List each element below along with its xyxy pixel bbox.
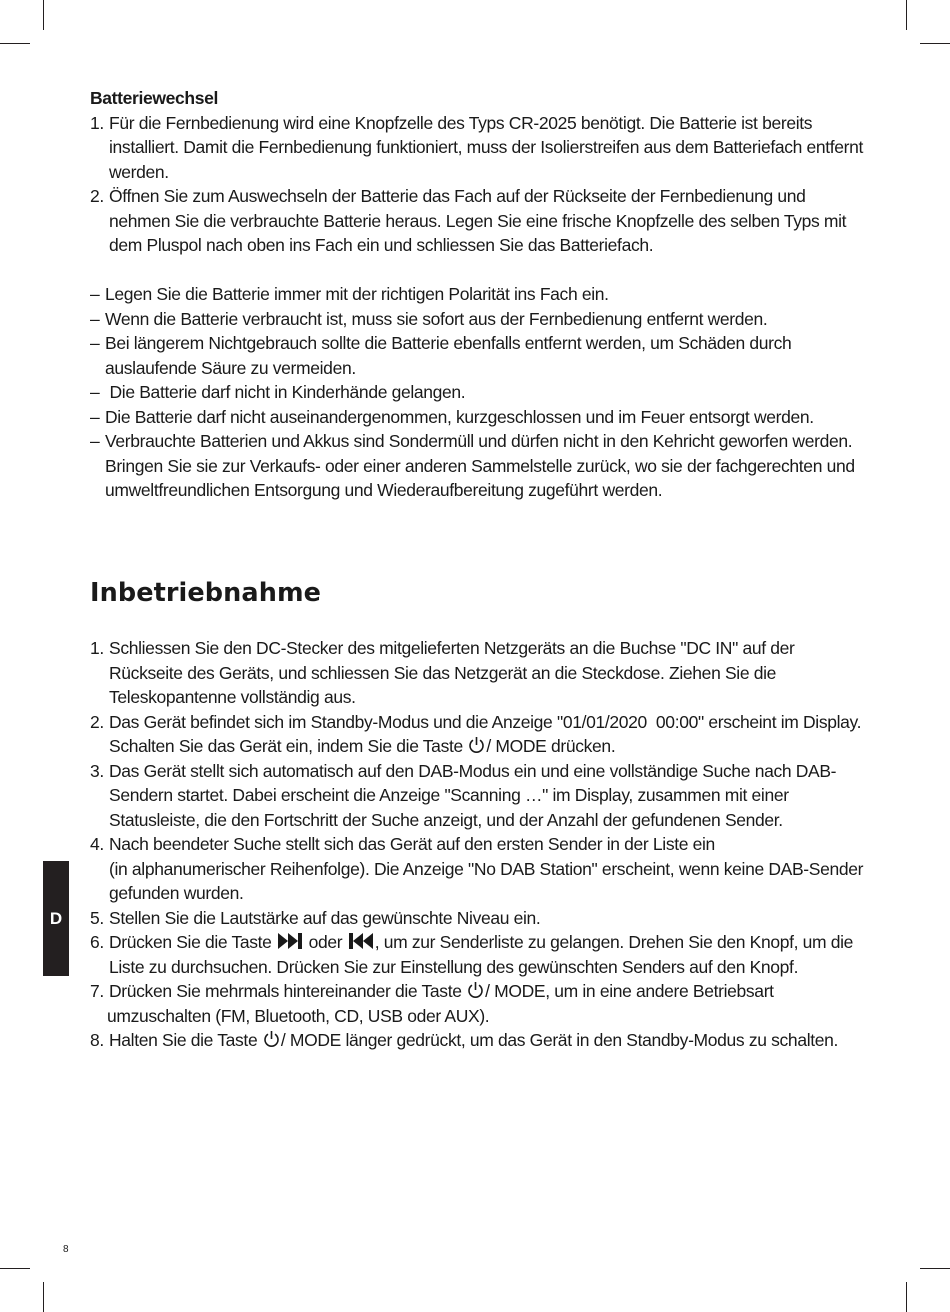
item-text: Wenn die Batterie verbraucht ist, muss sie sofort aus der Fernbedienung entfernt werden. [105,308,768,329]
item-text: Öffnen Sie zum Auswechseln der Batterie das Fach auf der Rückseite der Fernbedienung und nehmen Sie die verbrauchte Batterie heraus. Legen Sie eine frische Knopfzelle des selben Typs mit dem Pluspol nach oben ins Fach ein und schliessen Sie das Batteriefach. [109,186,847,255]
item-text: Legen Sie die Batterie immer mit der richtigen Polarität ins Fach ein. [105,284,609,304]
dash-bullet: – [90,431,100,451]
battery-steps [90,111,870,258]
list-item [90,307,870,332]
startup-section [90,636,870,1053]
crop-mark [0,43,30,44]
item-number: 4. [90,834,104,854]
battery-heading: Batteriewechsel [90,88,219,108]
list-item [90,906,870,931]
item-number: 8. [90,1030,104,1050]
list-item [90,282,870,307]
startup-steps [90,636,870,1053]
list-item [90,832,870,906]
item-number: 1. [90,112,104,133]
item-text: Verbrauchte Batterien und Akkus sind Sondermüll und dürfen nicht in den Kehricht geworfen werden. Bringen Sie sie zur Verkaufs- oder einer anderen Sammelstelle zurück, wo sie der fachgerechten und umweltfreundlichen Entsorgung und Wiederaufbereitung zugeführt werden. [105,431,855,500]
item-text: Das Gerät befindet sich im Standby-Modus und die Anzeige "01/01/2020 00:00" erscheint im Display. Schalten Sie das Gerät ein, indem Sie die Taste [109,711,866,756]
item-text: / MODE drücken. [486,736,616,756]
item-text: Stellen Sie die Lautstärke auf das gewünschte Niveau ein. [109,907,541,928]
item-text: umzuschalten (FM, Bluetooth, CD, USB oder AUX). [107,1005,490,1026]
item-text: Für die Fernbedienung wird eine Knopfzelle des Typs CR-2025 benötigt. Die Batterie ist bereits installiert. Damit die Fernbedienung funktioniert, muss der Isolierstreifen aus dem Batteriefach entfernt werden. [109,112,864,182]
item-number: 2. [90,711,104,732]
item-number: 1. [90,638,104,658]
item-text: Das Gerät stellt sich automatisch auf den DAB-Modus ein und eine vollständige Suche nach DAB-Sendern startet. Dabei erscheint die Anzeige "Scanning …" im Display, zusammen mit einer Statusleiste, die den Fortschritt der Suche anzeigt, und der Anzahl der gefundenen Sender. [109,760,837,830]
list-item [90,184,870,258]
dash-bullet: – [90,333,100,353]
dash-bullet: – [90,308,100,329]
item-text: (in alphanumerischer Reihenfolge). Die Anzeige "No DAB Station" erscheint, wenn keine DAB-Sender gefunden wurden. [109,858,864,903]
item-number: 5. [90,907,104,928]
item-text: Die Batterie darf nicht in Kinderhände gelangen. [105,382,466,402]
item-text: Drücken Sie mehrmals hintereinander die Taste [109,981,467,1001]
item-text: / MODE, um in eine andere Betriebsart [485,981,774,1001]
item-text: / MODE länger gedrückt, um das Gerät in den Standby-Modus zu schalten. [280,1030,839,1050]
list-item [90,1028,870,1053]
item-text: Halten Sie die Taste [109,1030,262,1050]
list-item [90,636,870,710]
list-item [90,405,870,430]
skip-next-icon [277,932,303,950]
item-text: Die Batterie darf nicht auseinandergenommen, kurzgeschlossen und im Feuer entsorgt werden. [105,406,814,427]
list-item [90,979,870,1028]
item-text: Nach beendeter Suche stellt sich das Gerät auf den ersten Sender in der Liste ein [109,834,715,854]
list-item [90,429,870,503]
power-icon [468,736,485,754]
item-number: 7. [90,981,104,1001]
battery-section [90,86,870,503]
power-icon [263,1030,280,1048]
item-number: 3. [90,760,104,781]
item-number: 2. [90,186,104,206]
crop-mark [43,0,44,30]
crop-mark [0,1268,30,1269]
dash-bullet: – [90,406,100,427]
item-text: , um zur Senderliste zu gelangen. Drehen Sie den Knopf, um die Liste zu durchsuchen. Drücken Sie zur Einstellung des gewünschten Senders auf den Knopf. [109,932,854,977]
power-icon [467,981,484,999]
dash-bullet: – [90,284,100,304]
section-title: Inbetriebnahme [90,578,322,608]
dash-bullet: – [90,382,100,402]
page-number: 8 [63,1244,69,1255]
list-item [90,111,870,185]
list-item [90,331,870,380]
list-item [90,380,870,405]
crop-mark [920,1268,950,1269]
item-text: Bei längerem Nichtgebrauch sollte die Batterie ebenfalls entfernt werden, um Schäden durch auslaufende Säure zu vermeiden. [105,333,792,378]
item-text: oder [304,932,347,952]
crop-mark [920,43,950,44]
item-number: 6. [90,932,104,952]
list-item [90,930,870,979]
list-item [90,759,870,833]
language-tab: D [43,861,69,976]
crop-mark [906,1282,907,1312]
crop-mark [43,1282,44,1312]
list-item [90,710,870,759]
item-text: Schliessen Sie den DC-Stecker des mitgelieferten Netzgeräts an die Buchse "DC IN" auf der Rückseite des Geräts, und schliessen Sie das Netzgerät an die Steckdose. Ziehen Sie die Teleskopantenne vollständig aus. [109,638,795,707]
item-text: Drücken Sie die Taste [109,932,277,952]
crop-mark [906,0,907,30]
skip-previous-icon [348,932,374,950]
battery-warnings [90,282,870,503]
